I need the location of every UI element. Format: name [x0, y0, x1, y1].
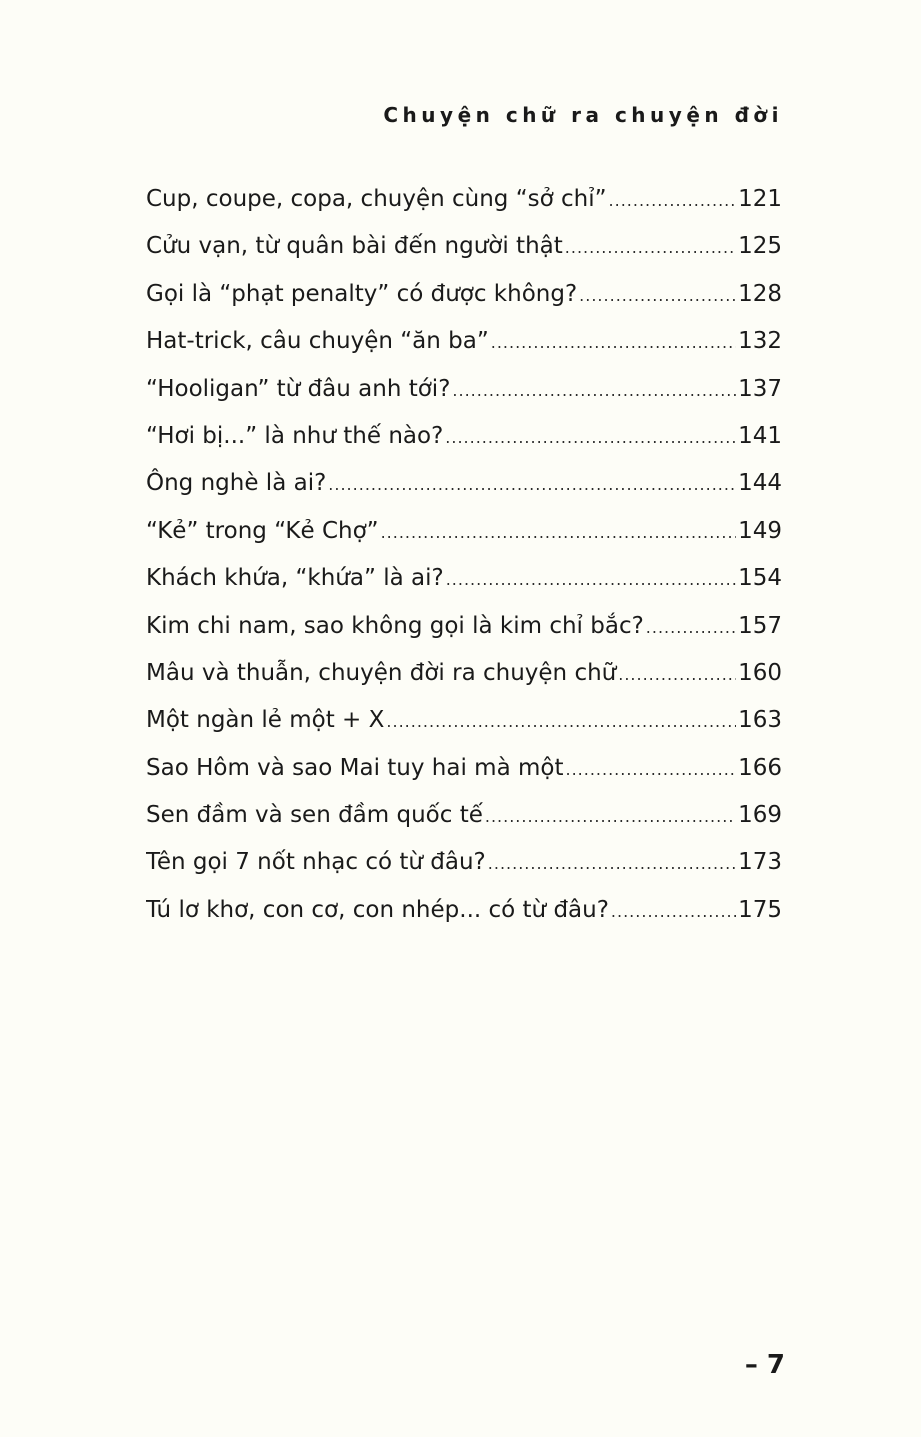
toc-entry-title: Khách khứa, “khứa” là ai?	[146, 565, 444, 592]
toc-entry-title: Hat-trick, câu chuyện “ăn ba”	[146, 328, 489, 355]
toc-entry-page: 125	[738, 233, 782, 260]
toc-entry-title: Gọi là “phạt penalty” có được không?	[146, 280, 578, 307]
toc-entry-title: Sao Hôm và sao Mai tuy hai mà một	[146, 754, 564, 781]
toc-entry[interactable]	[146, 887, 782, 934]
toc-entry[interactable]	[146, 555, 782, 602]
toc-entry-title: Kim chi nam, sao không gọi là kim chỉ bắc?	[146, 612, 644, 639]
toc-entry[interactable]	[146, 697, 782, 744]
toc-entry-page: 163	[738, 707, 782, 734]
toc-entry-title: “Hơi bị...” là như thế nào?	[146, 422, 444, 449]
toc-entry[interactable]	[146, 650, 782, 697]
dot-leader	[445, 414, 736, 460]
toc-entry[interactable]	[146, 745, 782, 792]
toc-entry[interactable]	[146, 839, 782, 886]
toc-entry-page: 160	[738, 659, 782, 686]
toc-entry-page: 169	[738, 802, 782, 829]
dot-leader	[381, 509, 737, 555]
dot-leader	[452, 367, 736, 413]
toc-entry[interactable]	[146, 366, 782, 413]
dot-leader	[609, 177, 737, 223]
toc-entry-title: Một ngàn lẻ một + X	[146, 707, 385, 734]
toc-entry-page: 141	[738, 422, 782, 449]
toc-entry-page: 166	[738, 754, 782, 781]
toc-entry-title: “Kẻ” trong “Kẻ Chợ”	[146, 517, 379, 544]
dot-leader	[386, 698, 736, 744]
dot-leader	[618, 651, 736, 697]
dot-leader	[579, 272, 736, 318]
toc-entry-page: 128	[738, 280, 782, 307]
toc-entry-title: Cửu vạn, từ quân bài đến người thật	[146, 233, 563, 260]
table-of-contents	[146, 176, 782, 934]
toc-entry[interactable]	[146, 460, 782, 507]
dot-leader	[565, 224, 736, 270]
toc-entry-page: 157	[738, 612, 782, 639]
toc-entry-title: Ông nghè là ai?	[146, 470, 327, 497]
toc-entry-page: 154	[738, 565, 782, 592]
toc-entry[interactable]	[146, 792, 782, 839]
toc-entry-page: 121	[738, 186, 782, 212]
toc-entry-page: 173	[738, 849, 782, 876]
dot-leader	[488, 840, 736, 886]
page-number: – 7	[744, 1350, 785, 1380]
dot-leader	[565, 746, 736, 792]
toc-entry-page: 144	[738, 470, 782, 497]
toc-entry-title: Sen đầm và sen đầm quốc tế	[146, 802, 483, 829]
dot-leader	[446, 556, 736, 602]
dot-leader	[328, 461, 736, 507]
toc-entry[interactable]	[146, 223, 782, 270]
toc-entry[interactable]	[146, 318, 782, 365]
toc-entry[interactable]	[146, 271, 782, 318]
dot-leader	[611, 888, 736, 934]
dot-leader	[485, 793, 736, 839]
toc-entry[interactable]	[146, 413, 782, 460]
toc-entry-page: 137	[738, 375, 782, 402]
toc-entry[interactable]	[146, 603, 782, 650]
dot-leader	[646, 604, 736, 650]
toc-entry-page: 175	[738, 896, 782, 923]
toc-entry[interactable]	[146, 176, 782, 223]
toc-entry-title: Tên gọi 7 nốt nhạc có từ đâu?	[146, 849, 486, 876]
toc-entry-page: 132	[738, 328, 782, 355]
running-header: Chuyện chữ ra chuyện đời	[383, 103, 783, 127]
toc-entry-title: “Hooligan” từ đâu anh tới?	[146, 375, 451, 402]
toc-entry-page: 149	[738, 517, 782, 544]
toc-entry[interactable]	[146, 508, 782, 555]
toc-entry-title: Tú lơ khơ, con cơ, con nhép... có từ đâu?	[146, 896, 609, 923]
toc-entry-title: Cup, coupe, copa, chuyện cùng “sở chỉ”	[146, 186, 607, 212]
dot-leader	[491, 319, 736, 365]
toc-entry-title: Mâu và thuẫn, chuyện đời ra chuyện chữ	[146, 659, 617, 686]
